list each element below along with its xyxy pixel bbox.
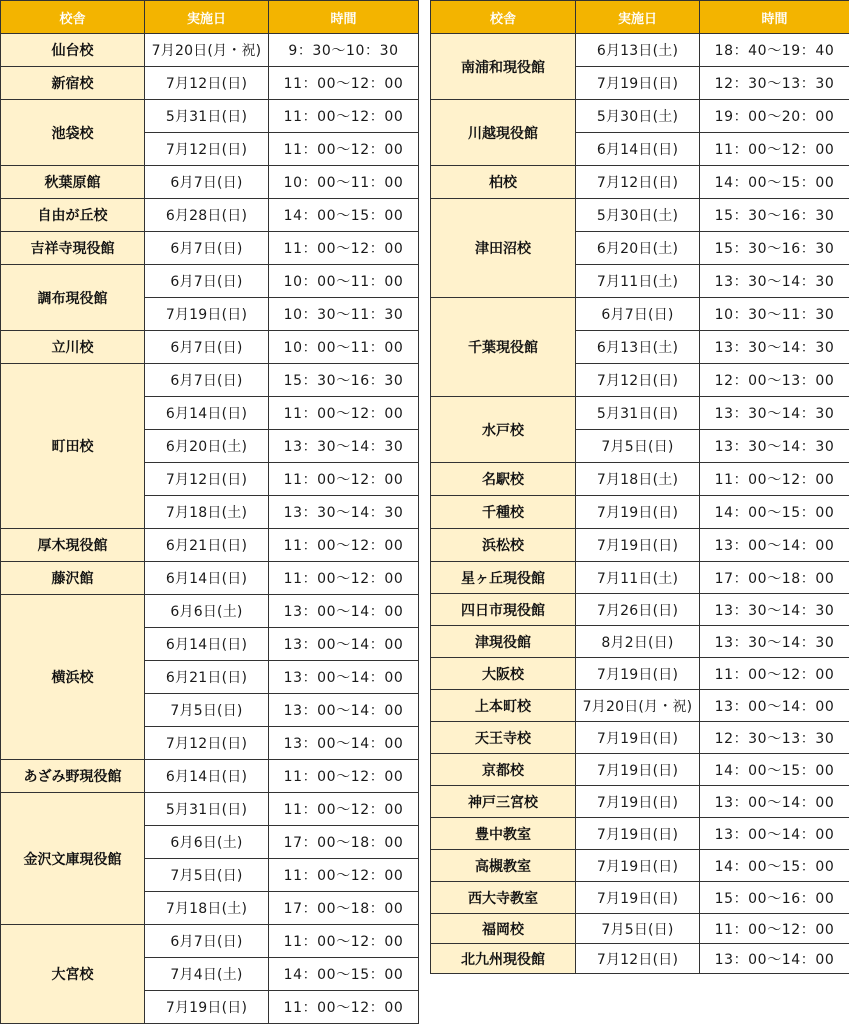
- session-date-cell: 7月5日(日): [576, 914, 700, 944]
- table-row: [431, 34, 849, 67]
- header-school: 校舎: [431, 1, 576, 34]
- session-date-cell: 6月14日(日): [576, 133, 700, 166]
- session-time-cell: 11：00～12：00: [269, 859, 419, 892]
- table-row: [1, 760, 419, 793]
- session-time-cell: 15：30～16：30: [700, 232, 849, 265]
- session-time-cell: 10：00～11：00: [269, 166, 419, 199]
- session-date-cell: 6月20日(土): [145, 430, 269, 463]
- session-time-cell: 11：00～12：00: [269, 529, 419, 562]
- session-date-cell: 7月19日(日): [576, 67, 700, 100]
- session-time-cell: 13：00～14：00: [700, 690, 849, 722]
- session-time-cell: 11：00～12：00: [269, 463, 419, 496]
- school-name-cell: 柏校: [431, 166, 576, 199]
- session-date-cell: 7月19日(日): [576, 496, 700, 529]
- session-date-cell: 7月11日(土): [576, 265, 700, 298]
- session-time-cell: 14：00～15：00: [700, 850, 849, 882]
- session-date-cell: 6月28日(日): [145, 199, 269, 232]
- session-time-cell: 13：00～14：00: [269, 694, 419, 727]
- session-time-cell: 17：00～18：00: [269, 892, 419, 925]
- schedule-table-right: [430, 0, 849, 974]
- session-date-cell: 6月13日(土): [576, 34, 700, 67]
- header-date: 実施日: [576, 1, 700, 34]
- session-time-cell: 13：00～14：00: [700, 944, 849, 974]
- session-date-cell: 5月30日(土): [576, 100, 700, 133]
- table-row: [1, 364, 419, 397]
- session-date-cell: 6月7日(日): [145, 364, 269, 397]
- session-time-cell: 13：30～14：30: [269, 430, 419, 463]
- table-row: [431, 626, 849, 658]
- session-date-cell: 6月13日(土): [576, 331, 700, 364]
- session-date-cell: 6月7日(日): [145, 265, 269, 298]
- school-name-cell: 津現役館: [431, 626, 576, 658]
- session-time-cell: 13：00～14：00: [269, 661, 419, 694]
- school-name-cell: 仙台校: [1, 34, 145, 67]
- session-time-cell: 15：00～16：00: [700, 882, 849, 914]
- school-name-cell: 福岡校: [431, 914, 576, 944]
- school-name-cell: 秋葉原館: [1, 166, 145, 199]
- school-name-cell: 京都校: [431, 754, 576, 786]
- table-row: [1, 232, 419, 265]
- session-time-cell: 14：00～15：00: [269, 958, 419, 991]
- session-date-cell: 6月14日(日): [145, 760, 269, 793]
- session-time-cell: 14：00～15：00: [700, 496, 849, 529]
- header-date: 実施日: [145, 1, 269, 34]
- schedule-body: [1, 34, 419, 1024]
- session-time-cell: 10：30～11：30: [269, 298, 419, 331]
- header-row: [431, 1, 849, 34]
- session-date-cell: 6月14日(日): [145, 562, 269, 595]
- session-time-cell: 11：00～12：00: [700, 658, 849, 690]
- session-time-cell: 11：00～12：00: [269, 232, 419, 265]
- session-date-cell: 7月19日(日): [576, 722, 700, 754]
- table-row: [431, 298, 849, 331]
- table-row: [1, 67, 419, 100]
- school-name-cell: 千葉現役館: [431, 298, 576, 397]
- school-name-cell: 池袋校: [1, 100, 145, 166]
- session-time-cell: 13：00～14：00: [269, 628, 419, 661]
- school-name-cell: 町田校: [1, 364, 145, 529]
- session-date-cell: 7月12日(日): [145, 463, 269, 496]
- session-date-cell: 6月7日(日): [145, 166, 269, 199]
- session-date-cell: 6月14日(日): [145, 397, 269, 430]
- session-time-cell: 11：00～12：00: [269, 925, 419, 958]
- session-time-cell: 18：40～19：40: [700, 34, 849, 67]
- session-date-cell: 7月18日(土): [145, 496, 269, 529]
- session-date-cell: 7月19日(日): [145, 298, 269, 331]
- school-name-cell: 調布現役館: [1, 265, 145, 331]
- schedule-body: [431, 34, 849, 974]
- session-date-cell: 7月18日(土): [576, 463, 700, 496]
- school-name-cell: 西大寺教室: [431, 882, 576, 914]
- session-time-cell: 13：00～14：00: [269, 595, 419, 628]
- session-time-cell: 10：00～11：00: [269, 265, 419, 298]
- school-name-cell: 厚木現役館: [1, 529, 145, 562]
- table-row: [1, 166, 419, 199]
- school-name-cell: 水戸校: [431, 397, 576, 463]
- session-date-cell: 5月30日(土): [576, 199, 700, 232]
- table-row: [431, 850, 849, 882]
- session-time-cell: 14：00～15：00: [269, 199, 419, 232]
- school-name-cell: 豊中教室: [431, 818, 576, 850]
- session-date-cell: 7月12日(日): [576, 364, 700, 397]
- session-date-cell: 7月19日(日): [576, 754, 700, 786]
- table-row: [431, 166, 849, 199]
- session-time-cell: 17：00～18：00: [700, 562, 849, 594]
- table-row: [1, 925, 419, 958]
- session-time-cell: 12：00～13：00: [700, 364, 849, 397]
- session-date-cell: 7月19日(日): [576, 529, 700, 562]
- header-time: 時間: [269, 1, 419, 34]
- table-row: [431, 786, 849, 818]
- school-name-cell: 千種校: [431, 496, 576, 529]
- table-row: [1, 793, 419, 826]
- table-row: [1, 331, 419, 364]
- school-name-cell: 津田沼校: [431, 199, 576, 298]
- session-time-cell: 12：30～13：30: [700, 722, 849, 754]
- school-name-cell: 大宮校: [1, 925, 145, 1024]
- table-row: [431, 529, 849, 562]
- session-time-cell: 12：30～13：30: [700, 67, 849, 100]
- session-date-cell: 6月6日(土): [145, 826, 269, 859]
- session-date-cell: 7月12日(日): [576, 944, 700, 974]
- session-date-cell: 7月12日(日): [576, 166, 700, 199]
- table-row: [1, 199, 419, 232]
- session-time-cell: 14：00～15：00: [700, 166, 849, 199]
- session-time-cell: 13：00～14：00: [700, 529, 849, 562]
- header-school: 校舎: [1, 1, 145, 34]
- session-time-cell: 11：00～12：00: [700, 914, 849, 944]
- session-date-cell: 5月31日(日): [145, 100, 269, 133]
- session-date-cell: 7月19日(日): [576, 850, 700, 882]
- session-date-cell: 8月2日(日): [576, 626, 700, 658]
- table-row: [431, 818, 849, 850]
- session-date-cell: 7月12日(日): [145, 133, 269, 166]
- session-date-cell: 7月26日(日): [576, 594, 700, 626]
- table-row: [431, 100, 849, 133]
- session-time-cell: 11：00～12：00: [269, 562, 419, 595]
- session-date-cell: 7月19日(日): [576, 786, 700, 818]
- table-row: [431, 496, 849, 529]
- session-time-cell: 13：30～14：30: [700, 331, 849, 364]
- session-time-cell: 11：00～12：00: [269, 793, 419, 826]
- table-row: [431, 690, 849, 722]
- school-name-cell: あざみ野現役館: [1, 760, 145, 793]
- table-row: [431, 754, 849, 786]
- table-row: [431, 944, 849, 974]
- session-date-cell: 7月18日(土): [145, 892, 269, 925]
- session-time-cell: 9：30～10：30: [269, 34, 419, 67]
- session-time-cell: 13：30～14：30: [269, 496, 419, 529]
- school-name-cell: 大阪校: [431, 658, 576, 690]
- session-date-cell: 5月31日(日): [576, 397, 700, 430]
- session-date-cell: 7月12日(日): [145, 67, 269, 100]
- table-row: [431, 882, 849, 914]
- school-name-cell: 吉祥寺現役館: [1, 232, 145, 265]
- session-time-cell: 13：30～14：30: [700, 265, 849, 298]
- school-name-cell: 立川校: [1, 331, 145, 364]
- school-name-cell: 高槻教室: [431, 850, 576, 882]
- session-date-cell: 6月14日(日): [145, 628, 269, 661]
- table-row: [431, 463, 849, 496]
- header-time: 時間: [700, 1, 849, 34]
- session-date-cell: 7月4日(土): [145, 958, 269, 991]
- school-name-cell: 南浦和現役館: [431, 34, 576, 100]
- session-date-cell: 6月6日(土): [145, 595, 269, 628]
- table-row: [431, 722, 849, 754]
- session-date-cell: 7月11日(土): [576, 562, 700, 594]
- school-name-cell: 川越現役館: [431, 100, 576, 166]
- session-date-cell: 6月21日(日): [145, 661, 269, 694]
- school-name-cell: 自由が丘校: [1, 199, 145, 232]
- session-time-cell: 10：00～11：00: [269, 331, 419, 364]
- school-name-cell: 北九州現役館: [431, 944, 576, 974]
- session-date-cell: 6月7日(日): [576, 298, 700, 331]
- session-time-cell: 17：00～18：00: [269, 826, 419, 859]
- session-time-cell: 11：00～12：00: [700, 133, 849, 166]
- school-name-cell: 浜松校: [431, 529, 576, 562]
- session-time-cell: 13：00～14：00: [700, 786, 849, 818]
- school-name-cell: 横浜校: [1, 595, 145, 760]
- session-date-cell: 6月7日(日): [145, 232, 269, 265]
- table-row: [1, 562, 419, 595]
- session-date-cell: 7月20日(月・祝): [576, 690, 700, 722]
- session-time-cell: 13：30～14：30: [700, 626, 849, 658]
- session-time-cell: 10：30～11：30: [700, 298, 849, 331]
- session-time-cell: 11：00～12：00: [269, 760, 419, 793]
- table-row: [1, 529, 419, 562]
- session-date-cell: 6月20日(土): [576, 232, 700, 265]
- session-date-cell: 7月19日(日): [145, 991, 269, 1024]
- session-time-cell: 15：30～16：30: [700, 199, 849, 232]
- session-date-cell: 6月7日(日): [145, 331, 269, 364]
- session-date-cell: 7月20日(月・祝): [145, 34, 269, 67]
- session-date-cell: 6月21日(日): [145, 529, 269, 562]
- school-name-cell: 天王寺校: [431, 722, 576, 754]
- table-row: [431, 199, 849, 232]
- table-row: [431, 397, 849, 430]
- session-time-cell: 11：00～12：00: [700, 463, 849, 496]
- session-time-cell: 13：00～14：00: [269, 727, 419, 760]
- session-time-cell: 19：00～20：00: [700, 100, 849, 133]
- session-time-cell: 14：00～15：00: [700, 754, 849, 786]
- session-date-cell: 7月19日(日): [576, 818, 700, 850]
- school-name-cell: 上本町校: [431, 690, 576, 722]
- table-row: [431, 658, 849, 690]
- school-name-cell: 星ヶ丘現役館: [431, 562, 576, 594]
- session-date-cell: 7月19日(日): [576, 882, 700, 914]
- school-name-cell: 名駅校: [431, 463, 576, 496]
- table-row: [1, 34, 419, 67]
- session-time-cell: 13：00～14：00: [700, 818, 849, 850]
- session-date-cell: 7月5日(日): [576, 430, 700, 463]
- school-name-cell: 新宿校: [1, 67, 145, 100]
- session-date-cell: 7月5日(日): [145, 859, 269, 892]
- session-time-cell: 13：30～14：30: [700, 397, 849, 430]
- table-row: [431, 594, 849, 626]
- session-date-cell: 7月19日(日): [576, 658, 700, 690]
- session-time-cell: 11：00～12：00: [269, 397, 419, 430]
- session-time-cell: 11：00～12：00: [269, 133, 419, 166]
- session-time-cell: 11：00～12：00: [269, 991, 419, 1024]
- session-date-cell: 7月12日(日): [145, 727, 269, 760]
- schedule-table-left: [0, 0, 419, 1024]
- table-row: [431, 914, 849, 944]
- session-time-cell: 13：30～14：30: [700, 594, 849, 626]
- session-time-cell: 11：00～12：00: [269, 100, 419, 133]
- session-date-cell: 5月31日(日): [145, 793, 269, 826]
- school-name-cell: 神戸三宮校: [431, 786, 576, 818]
- school-name-cell: 金沢文庫現役館: [1, 793, 145, 925]
- session-date-cell: 6月7日(日): [145, 925, 269, 958]
- table-row: [1, 100, 419, 133]
- session-time-cell: 11：00～12：00: [269, 67, 419, 100]
- table-row: [1, 265, 419, 298]
- session-time-cell: 15：30～16：30: [269, 364, 419, 397]
- table-row: [1, 595, 419, 628]
- session-date-cell: 7月5日(日): [145, 694, 269, 727]
- session-time-cell: 13：30～14：30: [700, 430, 849, 463]
- table-row: [431, 562, 849, 594]
- school-name-cell: 藤沢館: [1, 562, 145, 595]
- header-row: [1, 1, 419, 34]
- school-name-cell: 四日市現役館: [431, 594, 576, 626]
